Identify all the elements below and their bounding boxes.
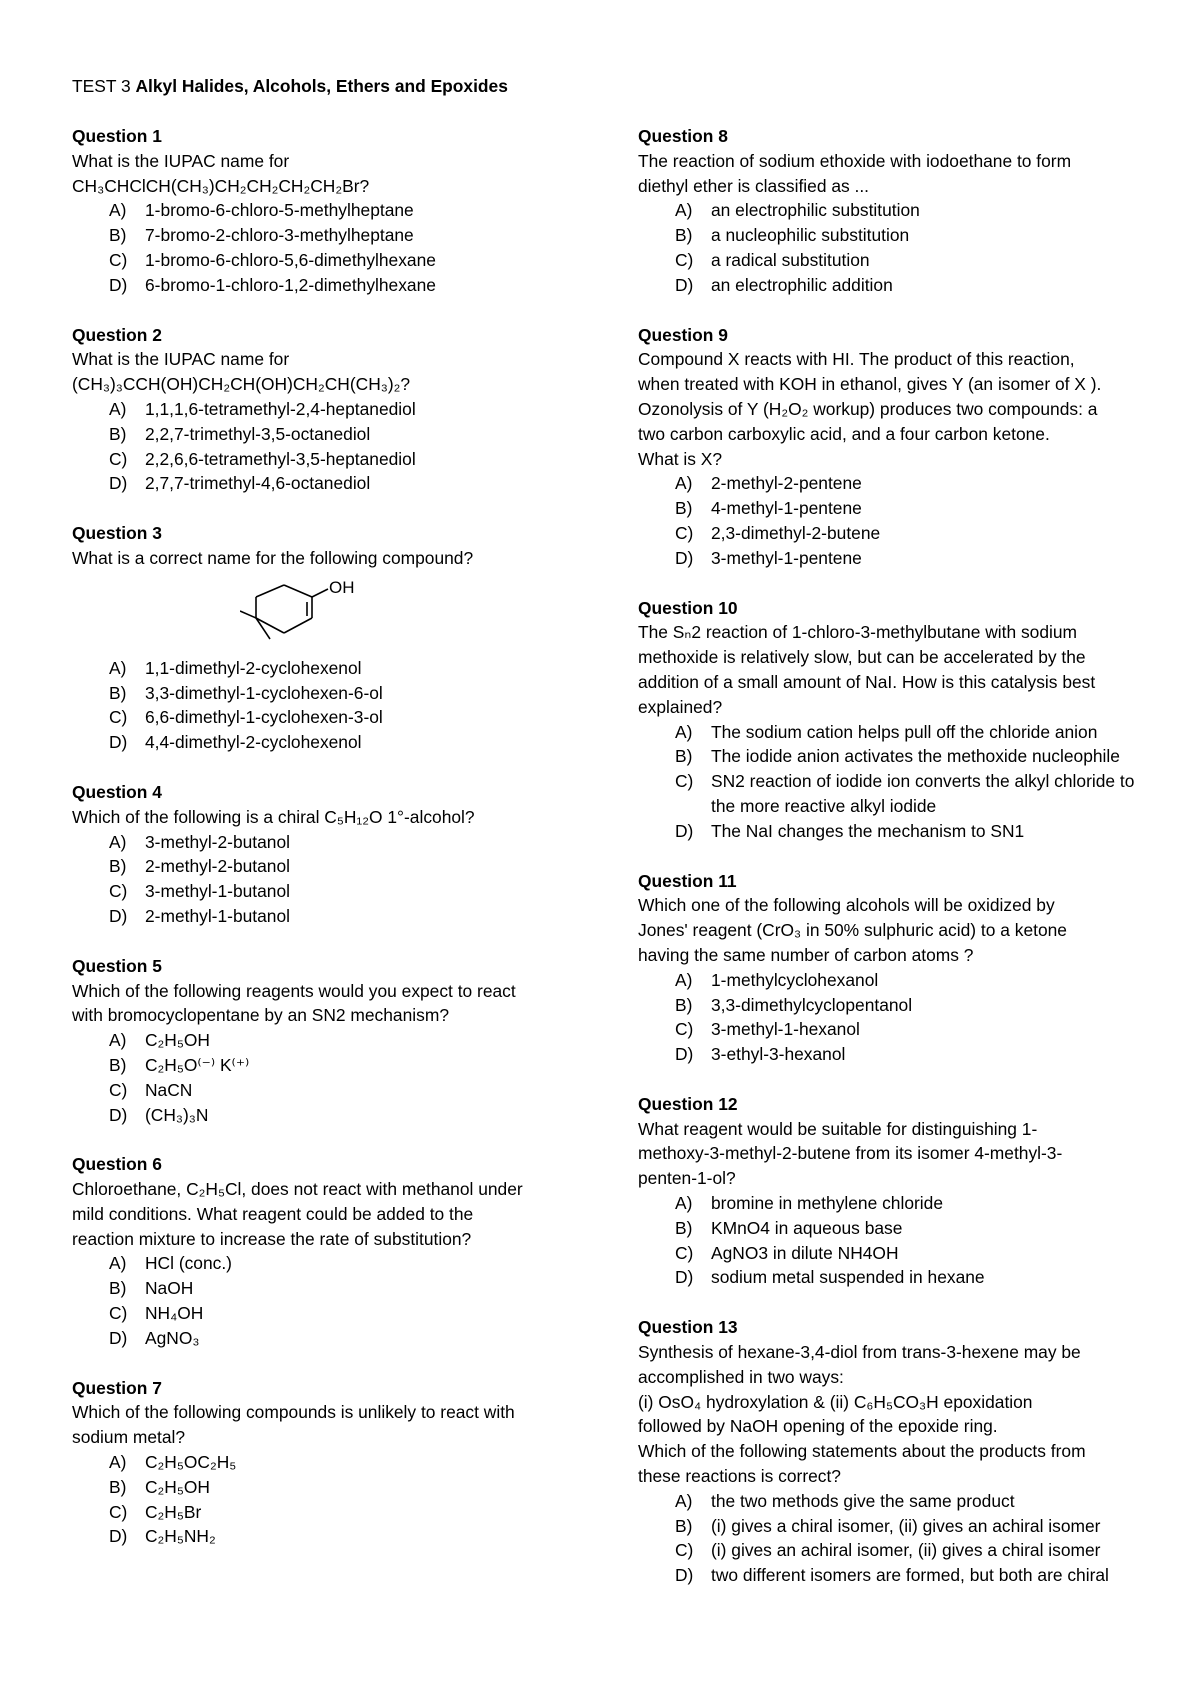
answer-option — [72, 656, 572, 681]
answer-options — [72, 1251, 572, 1350]
question-heading: Question 3 — [72, 523, 162, 544]
option-letter: A) — [109, 200, 127, 221]
option-letter: C) — [675, 771, 694, 792]
question-heading: Question 1 — [72, 126, 162, 146]
answer-option — [638, 198, 1138, 223]
hydroxyl-label: OH — [329, 577, 355, 597]
option-text: 2,2,6,6-tetramethyl-3,5-heptanediol — [145, 448, 416, 469]
option-letter: A) — [675, 721, 693, 742]
option-letter: B) — [109, 1278, 127, 1299]
option-letter: A) — [109, 831, 127, 852]
option-letter: A) — [109, 657, 127, 678]
option-text: KMnO4 in aqueous base — [711, 1217, 903, 1238]
option-letter: B) — [675, 1515, 693, 1536]
answer-option — [72, 1103, 572, 1128]
option-letter: A) — [675, 1490, 693, 1511]
question-text-line: diethyl ether is classified as ... — [638, 175, 870, 196]
option-text: bromine in methylene chloride — [711, 1193, 943, 1214]
left-column — [72, 124, 572, 1574]
question-block — [72, 1376, 572, 1550]
answer-option — [72, 273, 572, 298]
option-text: C₂H₅OH — [145, 1030, 210, 1051]
question-block — [638, 323, 1138, 571]
option-text: NaOH — [145, 1278, 194, 1299]
title-prefix: TEST 3 — [72, 76, 131, 96]
option-text: 3-methyl-1-pentene — [711, 547, 862, 568]
answer-options — [638, 968, 1138, 1067]
option-letter: D) — [109, 1327, 128, 1348]
answer-option — [72, 198, 572, 223]
ring-bond — [284, 585, 312, 597]
option-letter: C) — [675, 1540, 694, 1561]
option-letter: C) — [109, 448, 128, 469]
option-letter: C) — [109, 1303, 128, 1324]
option-letter: C) — [109, 881, 128, 902]
option-text: an electrophilic substitution — [711, 200, 920, 221]
option-letter: A) — [675, 473, 693, 494]
answer-option — [72, 1276, 572, 1301]
option-text: SN2 reaction of iodide ion converts the alkyl chloride to the more reactive alkyl iodide — [711, 771, 1135, 816]
question-block — [638, 869, 1138, 1067]
option-text: C₂H₅NH₂ — [145, 1526, 216, 1547]
option-text: 7-bromo-2-chloro-3-methylheptane — [145, 225, 414, 246]
option-text: 2-methyl-2-butanol — [145, 856, 290, 877]
option-letter: D) — [109, 1104, 128, 1125]
option-text: The iodide anion activates the methoxide nucleophile — [711, 746, 1120, 767]
question-text-line: Compound X reacts with HI. The product of this reaction, — [638, 349, 1075, 370]
question-text-line: addition of a small amount of NaI. How is this catalysis best — [638, 671, 1096, 692]
question-block — [638, 124, 1138, 298]
answer-option — [72, 471, 572, 496]
option-text: 4-methyl-1-pentene — [711, 498, 862, 519]
answer-option — [72, 1251, 572, 1276]
question-block — [72, 780, 572, 929]
question-text-line: followed by NaOH opening of the epoxide ring. — [638, 1416, 998, 1437]
question-text-line: Which of the following is a chiral C₅H₁₂O 1°-alcohol? — [72, 806, 475, 827]
option-text: 2,7,7-trimethyl-4,6-octanediol — [145, 473, 371, 494]
question-heading: Question 11 — [638, 870, 737, 891]
question-text-line: having the same number of carbon atoms ? — [638, 944, 974, 965]
answer-option — [72, 422, 572, 447]
option-letter: C) — [675, 249, 694, 270]
answer-option — [638, 248, 1138, 273]
question-heading: Question 4 — [72, 781, 162, 802]
answer-option — [72, 397, 572, 422]
answer-options — [638, 1191, 1138, 1290]
question-text-line: The reaction of sodium ethoxide with iodoethane to form — [638, 150, 1072, 171]
option-letter: D) — [675, 1565, 694, 1586]
answer-option — [638, 546, 1138, 571]
option-letter: C) — [675, 1019, 694, 1040]
question-text-line: accomplished in two ways: — [638, 1366, 844, 1387]
option-text: 1,1-dimethyl-2-cyclohexenol — [145, 657, 362, 678]
option-text: C₂H₅OH — [145, 1476, 210, 1497]
question-text-line: Which of the following statements about the products from — [638, 1441, 1086, 1462]
answer-options — [638, 1489, 1138, 1588]
answer-option — [638, 471, 1138, 496]
question-text-line: What is the IUPAC name for — [72, 150, 290, 171]
option-letter: C) — [109, 707, 128, 728]
option-letter: C) — [109, 1079, 128, 1100]
answer-option — [72, 1475, 572, 1500]
option-text: The sodium cation helps pull off the chloride anion — [711, 721, 1098, 742]
option-text: 3-methyl-1-hexanol — [711, 1019, 860, 1040]
option-text: 1-bromo-6-chloro-5-methylheptane — [145, 200, 414, 221]
answer-option — [638, 273, 1138, 298]
answer-options — [72, 830, 572, 929]
answer-options — [72, 1450, 572, 1549]
option-letter: B) — [675, 498, 693, 519]
question-text-line: What is the IUPAC name for — [72, 349, 290, 370]
question-text-line: these reactions is correct? — [638, 1466, 841, 1487]
option-text: (i) gives an achiral isomer, (ii) gives a chiral isomer — [711, 1540, 1101, 1561]
question-heading: Question 10 — [638, 597, 738, 618]
answer-option — [638, 1489, 1138, 1514]
option-letter: B) — [109, 225, 127, 246]
option-letter: D) — [109, 1526, 128, 1547]
question-text-line: Which of the following compounds is unlikely to react with — [72, 1402, 515, 1423]
oh-bond — [312, 589, 328, 597]
question-text-line: Synthesis of hexane-3,4-diol from trans-3-hexene may be — [638, 1342, 1081, 1363]
answer-options — [72, 198, 572, 297]
option-letter: B) — [675, 225, 693, 246]
answer-option — [638, 744, 1138, 769]
option-letter: B) — [109, 856, 127, 877]
option-text: The NaI changes the mechanism to SN1 — [711, 820, 1025, 841]
question-text-line: What is a correct name for the following compound? — [72, 547, 474, 568]
answer-option — [638, 993, 1138, 1018]
answer-option — [638, 720, 1138, 745]
page-title — [72, 74, 1072, 98]
question-text-line: What is X? — [638, 448, 723, 469]
option-letter: B) — [109, 423, 127, 444]
answer-option — [72, 1524, 572, 1549]
question-heading: Question 5 — [72, 955, 162, 976]
answer-option — [638, 1265, 1138, 1290]
option-text: 4,4-dimethyl-2-cyclohexenol — [145, 732, 362, 753]
option-text: a radical substitution — [711, 249, 870, 270]
option-text: 1-bromo-6-chloro-5,6-dimethylhexane — [145, 249, 436, 270]
question-text-line: (i) OsO₄ hydroxylation & (ii) C₆H₅CO₃H epoxidation — [638, 1391, 1033, 1412]
option-text: 3-ethyl-3-hexanol — [711, 1044, 846, 1065]
question-block — [72, 1152, 572, 1350]
question-text-line: Ozonolysis of Y (H₂O₂ workup) produces two compounds: a — [638, 398, 1098, 419]
answer-option — [638, 1241, 1138, 1266]
option-text: a nucleophilic substitution — [711, 225, 910, 246]
option-text: sodium metal suspended in hexane — [711, 1267, 985, 1288]
option-text: 1,1,1,6-tetramethyl-2,4-heptanediol — [145, 398, 416, 419]
answer-option — [72, 904, 572, 929]
answer-option — [72, 223, 572, 248]
option-letter: B) — [109, 1476, 127, 1497]
question-text-line: methoxy-3-methyl-2-butene from its isomer 4-methyl-3- — [638, 1143, 1063, 1164]
option-letter: A) — [675, 200, 693, 221]
question-heading: Question 12 — [638, 1093, 738, 1114]
question-heading: Question 8 — [638, 126, 728, 146]
option-text: 6-bromo-1-chloro-1,2-dimethylhexane — [145, 274, 436, 295]
question-text-line: two carbon carboxylic acid, and a four carbon ketone. — [638, 423, 1050, 444]
option-text: C₂H₅Br — [145, 1501, 202, 1522]
question-block — [638, 596, 1138, 844]
answer-option — [638, 1042, 1138, 1067]
option-text: 2-methyl-1-butanol — [145, 905, 290, 926]
answer-option — [72, 705, 572, 730]
option-letter: D) — [109, 274, 128, 295]
option-letter: A) — [109, 1253, 127, 1274]
answer-option — [638, 1017, 1138, 1042]
answer-option — [638, 496, 1138, 521]
answer-option — [638, 1191, 1138, 1216]
question-text-line: (CH₃)₃CCH(OH)CH₂CH(OH)CH₂CH(CH₃)₂? — [72, 374, 411, 395]
answer-option — [72, 681, 572, 706]
option-letter: A) — [109, 1030, 127, 1051]
question-text-line: reaction mixture to increase the rate of substitution? — [72, 1228, 472, 1249]
option-text: two different isomers are formed, but both are chiral — [711, 1565, 1109, 1586]
question-text-line: sodium metal? — [72, 1427, 186, 1448]
option-letter: D) — [675, 1044, 694, 1065]
option-letter: B) — [675, 746, 693, 767]
answer-option — [638, 1563, 1138, 1588]
question-text-line: CH₃CHClCH(CH₃)CH₂CH₂CH₂CH₂Br? — [72, 175, 370, 196]
answer-option — [72, 854, 572, 879]
option-text: C₂H₅O⁽⁻⁾ K⁽⁺⁾ — [145, 1054, 250, 1075]
answer-option — [72, 1053, 572, 1078]
option-letter: D) — [675, 1267, 694, 1288]
answer-option — [638, 223, 1138, 248]
option-letter: A) — [675, 969, 693, 990]
question-heading: Question 6 — [72, 1154, 162, 1175]
option-text: 2,3-dimethyl-2-butene — [711, 522, 881, 543]
option-text: (i) gives a chiral isomer, (ii) gives an achiral isomer — [711, 1515, 1101, 1536]
option-text: 1-methylcyclohexanol — [711, 969, 879, 990]
question-heading: Question 9 — [638, 324, 728, 345]
answer-option — [638, 1216, 1138, 1241]
option-text: 3-methyl-2-butanol — [145, 831, 290, 852]
answer-options — [638, 471, 1138, 570]
option-text: (CH₃)₃N — [145, 1104, 209, 1125]
cyclohexenol-structure-diagram — [240, 573, 380, 653]
answer-option — [72, 1301, 572, 1326]
option-letter: D) — [675, 820, 694, 841]
answer-option — [72, 879, 572, 904]
answer-option — [72, 830, 572, 855]
option-letter: C) — [675, 1242, 694, 1263]
answer-option — [72, 248, 572, 273]
answer-option — [638, 968, 1138, 993]
question-block — [72, 954, 572, 1128]
methyl-bond — [240, 611, 256, 618]
question-text-line: What reagent would be suitable for distinguishing 1- — [638, 1118, 1038, 1139]
option-letter: B) — [109, 1054, 127, 1075]
option-text: the two methods give the same product — [711, 1490, 1015, 1511]
question-text-line: with bromocyclopentane by an SN2 mechanism? — [72, 1005, 449, 1026]
option-text: an electrophilic addition — [711, 274, 893, 295]
title-main: Alkyl Halides, Alcohols, Ethers and Epoxides — [135, 76, 508, 96]
answer-option — [638, 769, 1138, 819]
option-text: AgNO3 in dilute NH4OH — [711, 1242, 899, 1263]
answer-option — [638, 1538, 1138, 1563]
question-block — [72, 323, 572, 497]
option-text: AgNO₃ — [145, 1327, 200, 1348]
answer-option — [638, 1514, 1138, 1539]
option-letter: A) — [109, 398, 127, 419]
question-text-line: Which one of the following alcohols will be oxidized by — [638, 895, 1055, 916]
answer-option — [72, 730, 572, 755]
question-text-line: penten-1-ol? — [638, 1168, 736, 1189]
answer-option — [72, 1326, 572, 1351]
question-block — [72, 124, 572, 298]
option-text: NH₄OH — [145, 1303, 204, 1324]
answer-options — [638, 720, 1138, 844]
question-text-line: mild conditions. What reagent could be added to the — [72, 1203, 474, 1224]
option-letter: B) — [675, 1217, 693, 1238]
answer-option — [72, 1028, 572, 1053]
option-text: 6,6-dimethyl-1-cyclohexen-3-ol — [145, 707, 383, 728]
option-letter: D) — [109, 905, 128, 926]
right-column — [638, 124, 1138, 1613]
option-letter: B) — [109, 682, 127, 703]
option-text: 3,3-dimethyl-1-cyclohexen-6-ol — [145, 682, 383, 703]
ring-bond — [256, 585, 284, 597]
question-text-line: Chloroethane, C₂H₅Cl, does not react with methanol under — [72, 1179, 523, 1200]
option-letter: D) — [109, 732, 128, 753]
option-letter: C) — [109, 1501, 128, 1522]
answer-options — [638, 198, 1138, 297]
answer-options — [72, 397, 572, 496]
answer-options — [72, 1028, 572, 1127]
question-text-line: when treated with KOH in ethanol, gives Y (an isomer of X ). — [638, 374, 1102, 395]
option-letter: A) — [109, 1452, 127, 1473]
answer-option — [72, 1450, 572, 1475]
option-letter: D) — [109, 473, 128, 494]
option-letter: C) — [109, 249, 128, 270]
question-text-line: methoxide is relatively slow, but can be accelerated by the — [638, 647, 1086, 668]
option-text: C₂H₅OC₂H₅ — [145, 1452, 237, 1473]
option-letter: B) — [675, 994, 693, 1015]
question-text-line: The Sₙ2 reaction of 1-chloro-3-methylbutane with sodium — [638, 622, 1078, 643]
question-heading: Question 2 — [72, 324, 162, 345]
option-text: 3,3-dimethylcyclopentanol — [711, 994, 913, 1015]
answer-option — [72, 447, 572, 472]
answer-option — [72, 1500, 572, 1525]
option-text: HCl (conc.) — [145, 1253, 232, 1274]
option-letter: D) — [675, 547, 694, 568]
answer-option — [638, 819, 1138, 844]
option-letter: C) — [675, 522, 694, 543]
question-text-line: Jones' reagent (CrO₃ in 50% sulphuric acid) to a ketone — [638, 920, 1067, 941]
question-block — [72, 521, 572, 755]
option-text: 2,2,7-trimethyl-3,5-octanediol — [145, 423, 371, 444]
question-heading: Question 7 — [72, 1377, 162, 1398]
option-letter: D) — [675, 274, 694, 295]
question-heading: Question 13 — [638, 1317, 738, 1338]
question-text-line: Which of the following reagents would you expect to react — [72, 980, 516, 1001]
ring-bond — [284, 618, 312, 633]
question-block — [638, 1092, 1138, 1290]
option-text: 2-methyl-2-pentene — [711, 473, 862, 494]
option-letter: A) — [675, 1193, 693, 1214]
answer-options — [72, 656, 572, 755]
question-block — [638, 1315, 1138, 1588]
answer-option — [72, 1078, 572, 1103]
option-text: NaCN — [145, 1079, 193, 1100]
answer-option — [638, 521, 1138, 546]
question-text-line: explained? — [638, 696, 723, 717]
option-text: 3-methyl-1-butanol — [145, 881, 290, 902]
